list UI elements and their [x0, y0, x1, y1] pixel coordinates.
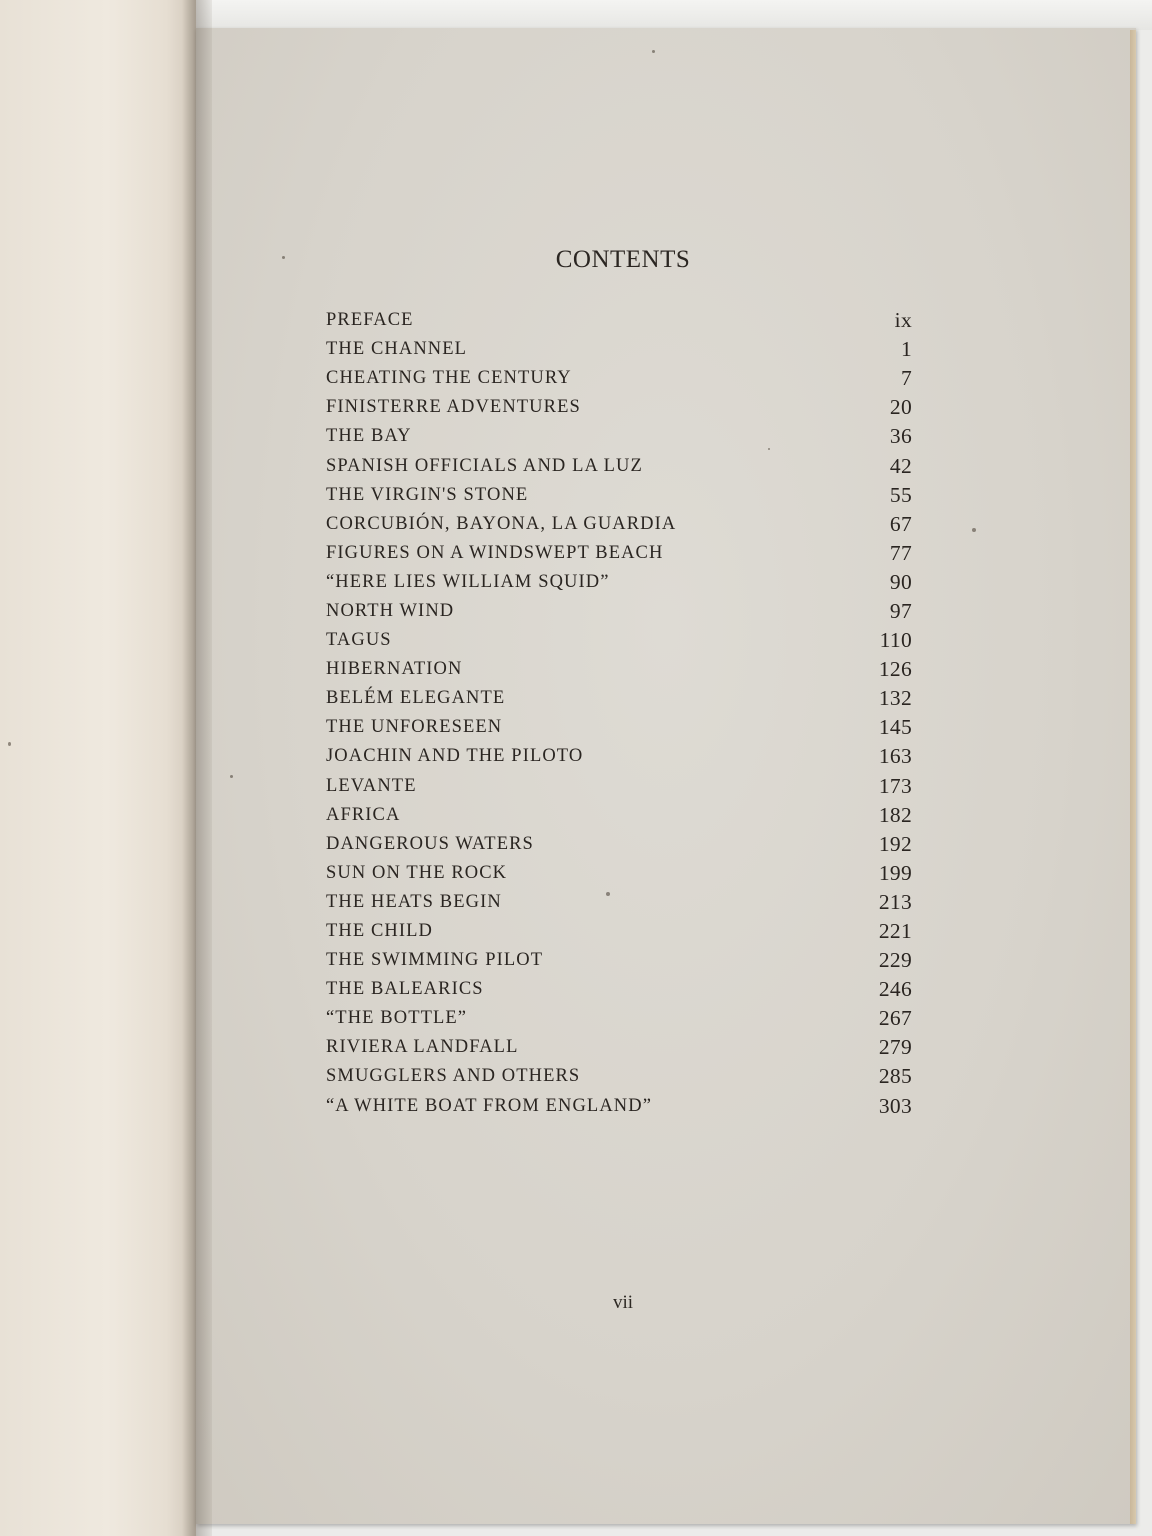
toc-entry — [326, 364, 912, 393]
chapter-title: HIBERNATION — [326, 659, 463, 680]
toc-entry — [326, 684, 912, 713]
chapter-page-number: 55 — [889, 482, 912, 507]
chapter-title: PREFACE — [326, 310, 414, 331]
toc-entry — [326, 481, 912, 510]
toc-entry — [326, 655, 912, 684]
chapter-title: THE SWIMMING PILOT — [326, 950, 544, 971]
chapter-page-number: 7 — [900, 366, 912, 391]
chapter-title: “HERE LIES WILLIAM SQUID” — [326, 571, 610, 592]
toc-entry — [326, 830, 912, 859]
chapter-page-number: 173 — [878, 773, 912, 798]
chapter-page-number: 229 — [878, 948, 912, 973]
chapter-title: NORTH WIND — [326, 600, 455, 621]
chapter-title: SPANISH OFFICIALS AND LA LUZ — [326, 455, 643, 476]
chapter-page-number: 267 — [878, 1006, 912, 1031]
page-title: CONTENTS — [555, 246, 691, 273]
chapter-title: THE HEATS BEGIN — [326, 891, 502, 912]
toc-entry — [326, 975, 912, 1004]
chapter-page-number: 67 — [889, 511, 912, 536]
paper-speck — [8, 742, 11, 746]
chapter-title: RIVIERA LANDFALL — [326, 1037, 519, 1058]
chapter-title: SMUGGLERS AND OTHERS — [326, 1066, 581, 1087]
chapter-page-number: 36 — [889, 424, 912, 449]
page-number: vii — [612, 1292, 634, 1313]
chapter-page-number: 132 — [878, 686, 912, 711]
toc-entry — [326, 451, 912, 480]
toc-entry — [326, 1004, 912, 1033]
toc-entry — [326, 626, 912, 655]
chapter-title: THE CHANNEL — [326, 339, 468, 360]
toc-entry — [326, 1062, 912, 1091]
toc-entry — [326, 422, 912, 451]
chapter-title: THE VIRGIN'S STONE — [326, 484, 529, 505]
chapter-page-number: 303 — [878, 1093, 912, 1118]
toc-entry — [326, 1033, 912, 1062]
chapter-page-number: 285 — [878, 1064, 912, 1089]
chapter-page-number: 221 — [878, 919, 912, 944]
chapter-title: CORCUBIÓN, BAYONA, LA GUARDIA — [326, 513, 677, 534]
chapter-page-number: ix — [894, 308, 912, 333]
chapter-title: “THE BOTTLE” — [326, 1008, 468, 1029]
toc-entry — [326, 917, 912, 946]
chapter-page-number: 279 — [878, 1035, 912, 1060]
chapter-page-number: 97 — [889, 598, 912, 623]
toc-entry — [326, 393, 912, 422]
toc-entry — [326, 1092, 912, 1121]
chapter-title: BELÉM ELEGANTE — [326, 688, 506, 709]
chapter-title: THE UNFORESEEN — [326, 717, 503, 738]
chapter-page-number: 163 — [878, 744, 912, 769]
chapter-page-number: 145 — [878, 715, 912, 740]
chapter-page-number: 126 — [878, 657, 912, 682]
chapter-page-number: 1 — [900, 337, 912, 362]
toc-entry — [326, 713, 912, 742]
chapter-title: TAGUS — [326, 630, 392, 651]
chapter-title: FINISTERRE ADVENTURES — [326, 397, 581, 418]
paper-speck — [652, 50, 655, 53]
toc-entry — [326, 888, 912, 917]
toc-entry — [326, 597, 912, 626]
chapter-page-number: 246 — [878, 977, 912, 1002]
toc-entry — [326, 772, 912, 801]
chapter-page-number: 20 — [889, 395, 912, 420]
paper-speck — [230, 775, 233, 778]
chapter-title: JOACHIN AND THE PILOTO — [326, 746, 584, 767]
toc-entry — [326, 859, 912, 888]
toc-entry — [326, 306, 912, 335]
chapter-page-number: 192 — [878, 831, 912, 856]
chapter-page-number: 90 — [889, 569, 912, 594]
chapter-page-number: 110 — [879, 628, 912, 653]
toc-entry — [326, 539, 912, 568]
chapter-title: AFRICA — [326, 804, 401, 825]
paper-speck — [972, 528, 976, 532]
chapter-title: FIGURES ON A WINDSWEPT BEACH — [326, 542, 664, 563]
toc-entry — [326, 946, 912, 975]
chapter-page-number: 77 — [889, 540, 912, 565]
chapter-title: LEVANTE — [326, 775, 417, 796]
chapter-title: THE CHILD — [326, 921, 434, 942]
toc-entry — [326, 801, 912, 830]
toc-entry — [326, 568, 912, 597]
toc-entry — [326, 510, 912, 539]
chapter-title: THE BAY — [326, 426, 412, 447]
chapter-page-number: 199 — [878, 860, 912, 885]
chapter-title: DANGEROUS WATERS — [326, 833, 534, 854]
chapter-page-number: 213 — [878, 889, 912, 914]
toc-entry — [326, 335, 912, 364]
chapter-page-number: 182 — [878, 802, 912, 827]
chapter-page-number: 42 — [889, 453, 912, 478]
chapter-title: THE BALEARICS — [326, 979, 484, 1000]
chapter-title: CHEATING THE CENTURY — [326, 368, 572, 389]
table-of-contents — [326, 306, 912, 1121]
toc-entry — [326, 742, 912, 771]
chapter-title: SUN ON THE ROCK — [326, 862, 508, 883]
chapter-title: “A WHITE BOAT FROM ENGLAND” — [326, 1095, 653, 1116]
